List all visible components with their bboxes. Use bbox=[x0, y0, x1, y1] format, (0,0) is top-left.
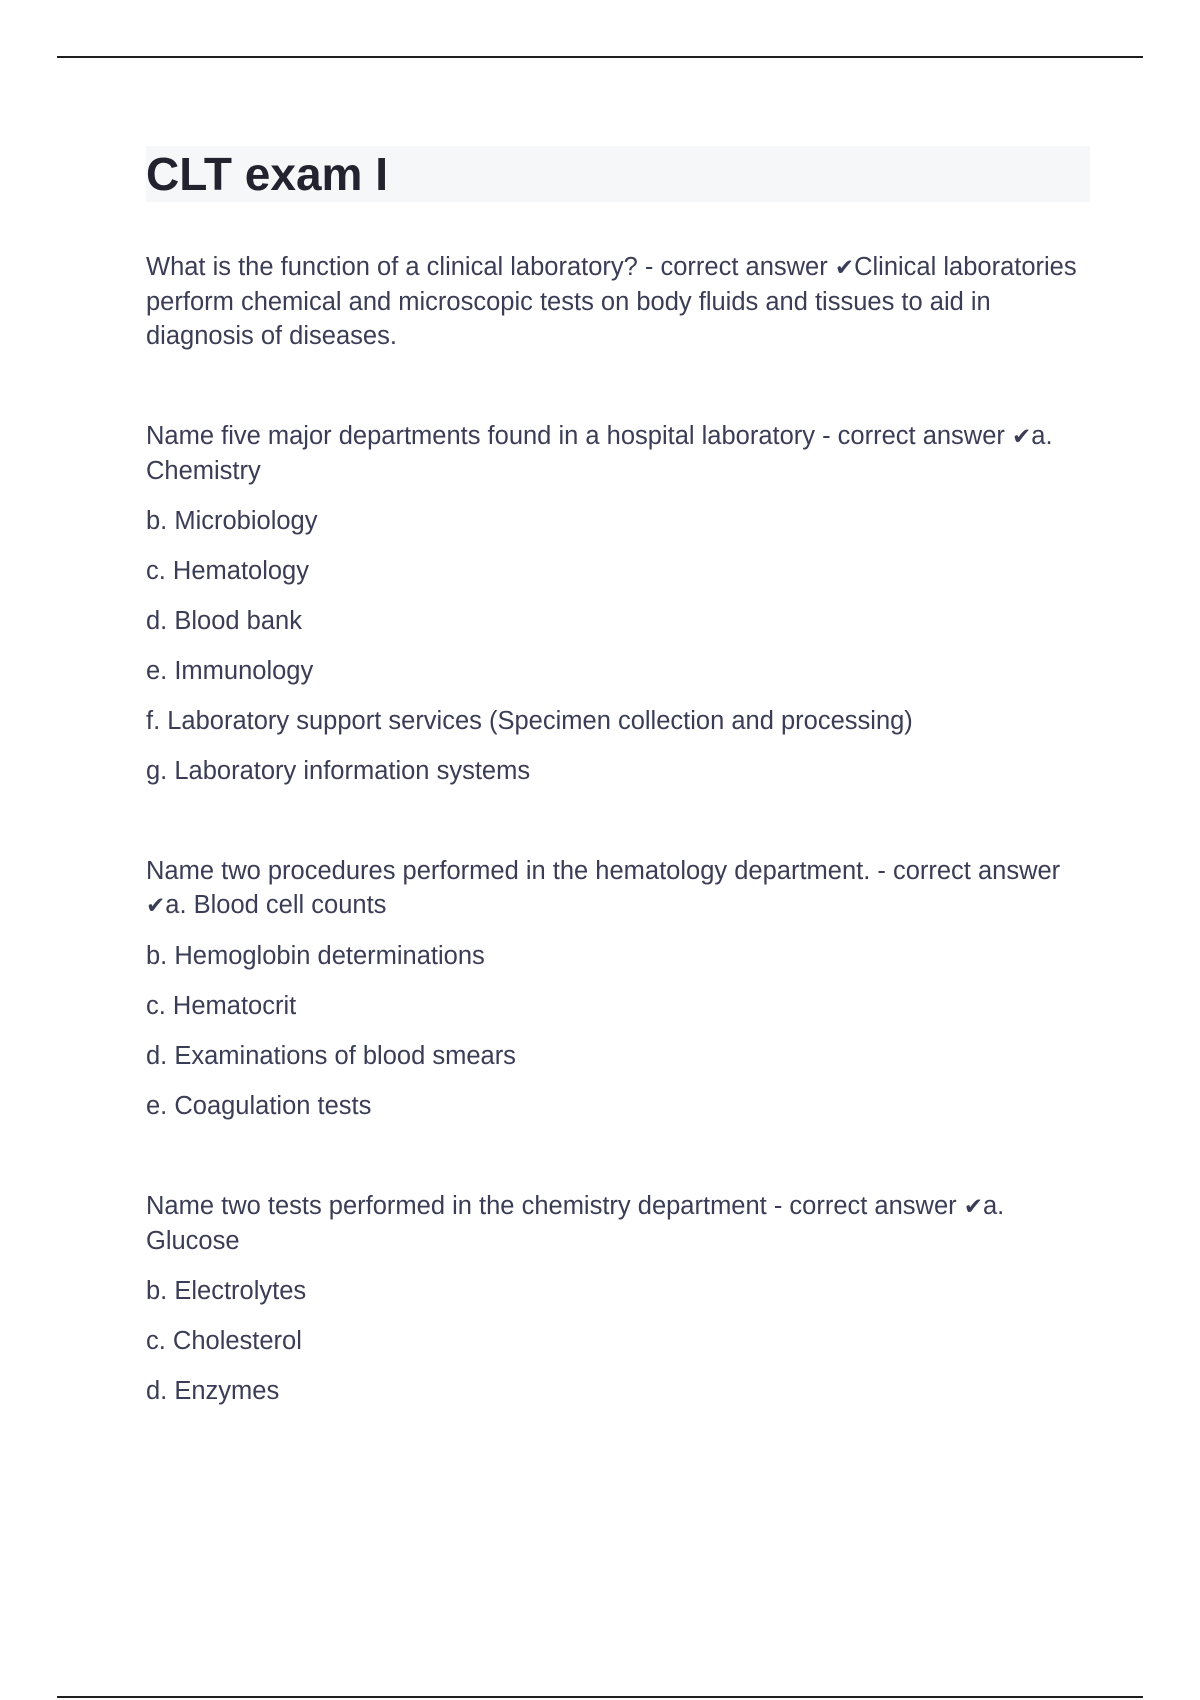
checkmark-icon: ✔ bbox=[963, 1194, 983, 1220]
question-text bbox=[146, 1189, 1090, 1258]
answer-item: b. Hemoglobin determinations bbox=[146, 942, 485, 970]
answer-text: Clinical laboratories perform chemical and microscopic tests on body fluids and tissues to aid in diagnosis of diseases. bbox=[146, 253, 1077, 350]
question-prefix: Name two tests performed in the chemistry department - correct answer bbox=[146, 1192, 964, 1220]
answer-item: e. Coagulation tests bbox=[146, 1092, 372, 1120]
checkmark-icon: ✔ bbox=[1011, 424, 1032, 450]
top-rule bbox=[57, 56, 1143, 58]
answer-item: d. Examinations of blood smears bbox=[146, 1042, 516, 1070]
answer-item: d. Enzymes bbox=[146, 1377, 280, 1405]
question-prefix: What is the function of a clinical laboratory? - correct answer bbox=[146, 253, 835, 281]
answer-item: d. Blood bank bbox=[146, 607, 302, 635]
bottom-rule bbox=[57, 1696, 1143, 1698]
checkmark-icon: ✔ bbox=[146, 893, 166, 919]
answer-item: c. Cholesterol bbox=[146, 1327, 302, 1355]
answer-item: b. Microbiology bbox=[146, 507, 318, 535]
answer-item: c. Hematology bbox=[146, 557, 309, 585]
question-block-2 bbox=[146, 419, 1090, 788]
answer-text: a. Chemistry bbox=[146, 422, 1053, 485]
question-text bbox=[146, 854, 1090, 923]
question-block-4 bbox=[146, 1189, 1090, 1408]
answer-text: a. Blood cell counts bbox=[165, 891, 387, 919]
answer-item: b. Electrolytes bbox=[146, 1277, 307, 1305]
question-prefix: Name two procedures performed in the hematology department. - correct answer bbox=[146, 857, 1061, 885]
answer-item: c. Hematocrit bbox=[146, 992, 297, 1020]
question-text bbox=[146, 250, 1090, 353]
answer-item: g. Laboratory information systems bbox=[146, 757, 531, 785]
question-block-3 bbox=[146, 854, 1090, 1123]
document-title: CLT exam I bbox=[146, 148, 388, 200]
answer-item: f. Laboratory support services (Specimen collection and processing) bbox=[146, 707, 913, 735]
checkmark-icon: ✔ bbox=[834, 255, 855, 281]
answer-text: a. Glucose bbox=[146, 1192, 1005, 1255]
document-body bbox=[146, 250, 1090, 1408]
answer-item: e. Immunology bbox=[146, 657, 314, 685]
question-prefix: Name five major departments found in a hospital laboratory - correct answer bbox=[146, 422, 1012, 450]
question-text bbox=[146, 419, 1090, 488]
question-block-1 bbox=[146, 250, 1090, 353]
